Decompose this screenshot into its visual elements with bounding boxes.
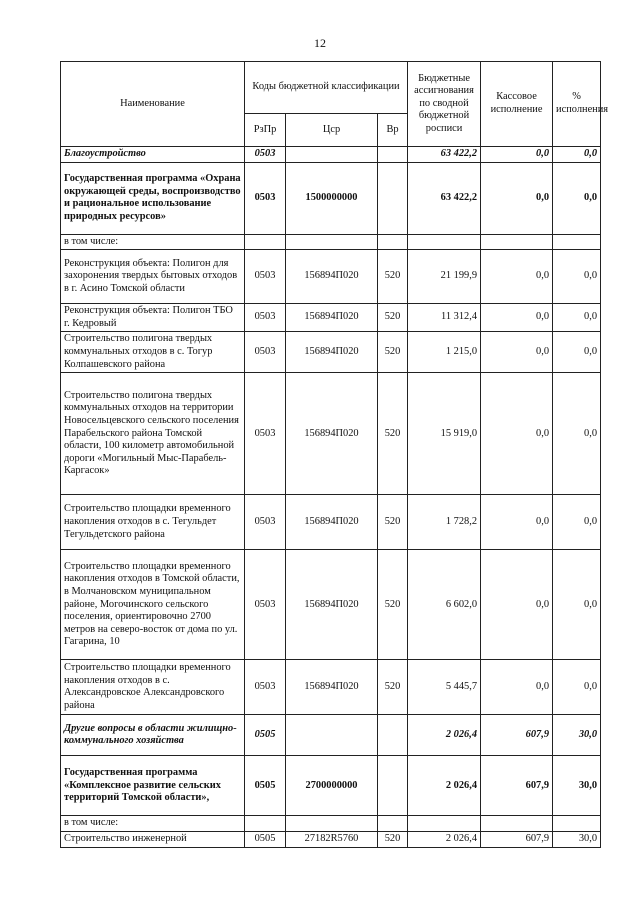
row-cash: 0,0 bbox=[481, 162, 553, 234]
row-csr bbox=[286, 147, 378, 163]
row-budget bbox=[408, 816, 481, 832]
row-rzpr: 0503 bbox=[245, 550, 286, 660]
row-rzpr: 0505 bbox=[245, 715, 286, 756]
row-vr bbox=[378, 715, 408, 756]
table-row bbox=[61, 250, 601, 304]
row-csr: 156894П020 bbox=[286, 495, 378, 550]
row-percent: 0,0 bbox=[553, 147, 601, 163]
row-name: Строительство полигона твердых коммунальных отходов на территории Новосельцевского сельского поселения Парабельского района Томской области, 100 километр автомобильной дороги «Могильный Мыс-Парабель-Каргасок» bbox=[61, 373, 245, 495]
row-percent: 0,0 bbox=[553, 162, 601, 234]
table-row bbox=[61, 756, 601, 816]
row-cash: 0,0 bbox=[481, 495, 553, 550]
row-csr: 156894П020 bbox=[286, 373, 378, 495]
row-vr: 520 bbox=[378, 550, 408, 660]
header-codes-group: Коды бюджетной классификации bbox=[245, 62, 408, 114]
table-row bbox=[61, 332, 601, 373]
row-cash: 607,9 bbox=[481, 756, 553, 816]
row-budget: 15 919,0 bbox=[408, 373, 481, 495]
row-csr: 1500000000 bbox=[286, 162, 378, 234]
row-percent: 0,0 bbox=[553, 250, 601, 304]
table-row bbox=[61, 147, 601, 163]
row-rzpr: 0503 bbox=[245, 304, 286, 332]
row-csr: 156894П020 bbox=[286, 304, 378, 332]
row-vr bbox=[378, 756, 408, 816]
row-rzpr: 0503 bbox=[245, 495, 286, 550]
row-cash: 0,0 bbox=[481, 250, 553, 304]
row-cash bbox=[481, 816, 553, 832]
row-rzpr: 0505 bbox=[245, 756, 286, 816]
row-csr bbox=[286, 234, 378, 250]
table-row bbox=[61, 495, 601, 550]
row-rzpr: 0503 bbox=[245, 660, 286, 715]
header-rzpr: РзПр bbox=[245, 114, 286, 147]
row-name: Реконструкция объекта: Полигон для захоронения твердых бытовых отходов в г. Асино Томской области bbox=[61, 250, 245, 304]
row-csr: 27182R5760 bbox=[286, 831, 378, 847]
row-budget bbox=[408, 234, 481, 250]
row-vr bbox=[378, 816, 408, 832]
row-csr: 156894П020 bbox=[286, 550, 378, 660]
row-cash: 607,9 bbox=[481, 831, 553, 847]
row-csr bbox=[286, 816, 378, 832]
row-percent: 30,0 bbox=[553, 831, 601, 847]
row-name: Строительство площадки временного накопления отходов в Томской области, в Молчановском муниципальном районе, Могочинского сельского поселения, ориентировочно 2700 метров на северо-восток от дома по ул. Гагарина, 10 bbox=[61, 550, 245, 660]
row-rzpr: 0503 bbox=[245, 162, 286, 234]
row-name: Государственная программа «Охрана окружающей среды, воспроизводство и рациональное использование природных ресурсов» bbox=[61, 162, 245, 234]
row-percent: 30,0 bbox=[553, 756, 601, 816]
row-vr bbox=[378, 147, 408, 163]
row-cash: 0,0 bbox=[481, 550, 553, 660]
row-percent: 30,0 bbox=[553, 715, 601, 756]
table-row bbox=[61, 831, 601, 847]
row-budget: 21 199,9 bbox=[408, 250, 481, 304]
row-vr: 520 bbox=[378, 831, 408, 847]
row-percent: 0,0 bbox=[553, 550, 601, 660]
header-cash: Кассовое исполнение bbox=[481, 62, 553, 147]
row-vr: 520 bbox=[378, 495, 408, 550]
header-percent: % исполнения bbox=[553, 62, 601, 147]
budget-table bbox=[60, 61, 609, 848]
table-row bbox=[61, 550, 601, 660]
row-rzpr: 0503 bbox=[245, 147, 286, 163]
row-percent bbox=[553, 234, 601, 250]
row-rzpr: 0505 bbox=[245, 831, 286, 847]
row-cash: 0,0 bbox=[481, 332, 553, 373]
row-rzpr bbox=[245, 816, 286, 832]
header-vr: Вр bbox=[378, 114, 408, 147]
row-percent: 0,0 bbox=[553, 660, 601, 715]
row-name: Строительство инженерной bbox=[61, 831, 245, 847]
row-csr: 156894П020 bbox=[286, 250, 378, 304]
table-row bbox=[61, 816, 601, 832]
table-row bbox=[61, 162, 601, 234]
row-rzpr: 0503 bbox=[245, 373, 286, 495]
row-csr: 2700000000 bbox=[286, 756, 378, 816]
row-budget: 5 445,7 bbox=[408, 660, 481, 715]
row-percent: 0,0 bbox=[553, 373, 601, 495]
page-number: 12 bbox=[314, 36, 326, 50]
row-vr bbox=[378, 234, 408, 250]
row-percent: 0,0 bbox=[553, 495, 601, 550]
row-budget: 63 422,2 bbox=[408, 147, 481, 163]
row-name: Другие вопросы в области жилищно-коммунального хозяйства bbox=[61, 715, 245, 756]
row-cash: 0,0 bbox=[481, 304, 553, 332]
row-vr: 520 bbox=[378, 373, 408, 495]
row-cash: 0,0 bbox=[481, 373, 553, 495]
row-budget: 2 026,4 bbox=[408, 715, 481, 756]
row-name: Государственная программа «Комплексное развитие сельских территорий Томской области», bbox=[61, 756, 245, 816]
row-cash: 0,0 bbox=[481, 147, 553, 163]
row-name: Строительство полигона твердых коммунальных отходов в с. Тогур Колпашевского района bbox=[61, 332, 245, 373]
row-name: Реконструкция объекта: Полигон ТБО г. Кедровый bbox=[61, 304, 245, 332]
row-csr: 156894П020 bbox=[286, 332, 378, 373]
row-csr bbox=[286, 715, 378, 756]
row-name: Строительство площадки временного накопления отходов в с. Тегульдет Тегульдетского района bbox=[61, 495, 245, 550]
row-budget: 1 215,0 bbox=[408, 332, 481, 373]
table-row bbox=[61, 304, 601, 332]
row-vr: 520 bbox=[378, 660, 408, 715]
row-percent: 0,0 bbox=[553, 304, 601, 332]
row-name: Благоустройство bbox=[61, 147, 245, 163]
row-budget: 11 312,4 bbox=[408, 304, 481, 332]
row-percent bbox=[553, 816, 601, 832]
row-cash: 607,9 bbox=[481, 715, 553, 756]
row-budget: 2 026,4 bbox=[408, 756, 481, 816]
table-row bbox=[61, 715, 601, 756]
table-row bbox=[61, 660, 601, 715]
row-rzpr: 0503 bbox=[245, 250, 286, 304]
row-budget: 2 026,4 bbox=[408, 831, 481, 847]
row-budget: 6 602,0 bbox=[408, 550, 481, 660]
row-vr: 520 bbox=[378, 304, 408, 332]
row-rzpr: 0503 bbox=[245, 332, 286, 373]
row-budget: 1 728,2 bbox=[408, 495, 481, 550]
table-row bbox=[61, 234, 601, 250]
row-name: в том числе: bbox=[61, 816, 245, 832]
row-name: в том числе: bbox=[61, 234, 245, 250]
header-name: Наименование bbox=[61, 62, 245, 147]
row-percent: 0,0 bbox=[553, 332, 601, 373]
row-csr: 156894П020 bbox=[286, 660, 378, 715]
row-vr bbox=[378, 162, 408, 234]
row-rzpr bbox=[245, 234, 286, 250]
row-name: Строительство площадки временного накопления отходов в с. Александровское Александровского района bbox=[61, 660, 245, 715]
header-csr: Цср bbox=[286, 114, 378, 147]
table-header-row bbox=[61, 62, 601, 114]
row-budget: 63 422,2 bbox=[408, 162, 481, 234]
table-row bbox=[61, 373, 601, 495]
header-budget: Бюджетные ассигнования по сводной бюджетной росписи bbox=[408, 62, 481, 147]
row-vr: 520 bbox=[378, 332, 408, 373]
row-vr: 520 bbox=[378, 250, 408, 304]
row-cash: 0,0 bbox=[481, 660, 553, 715]
row-cash bbox=[481, 234, 553, 250]
